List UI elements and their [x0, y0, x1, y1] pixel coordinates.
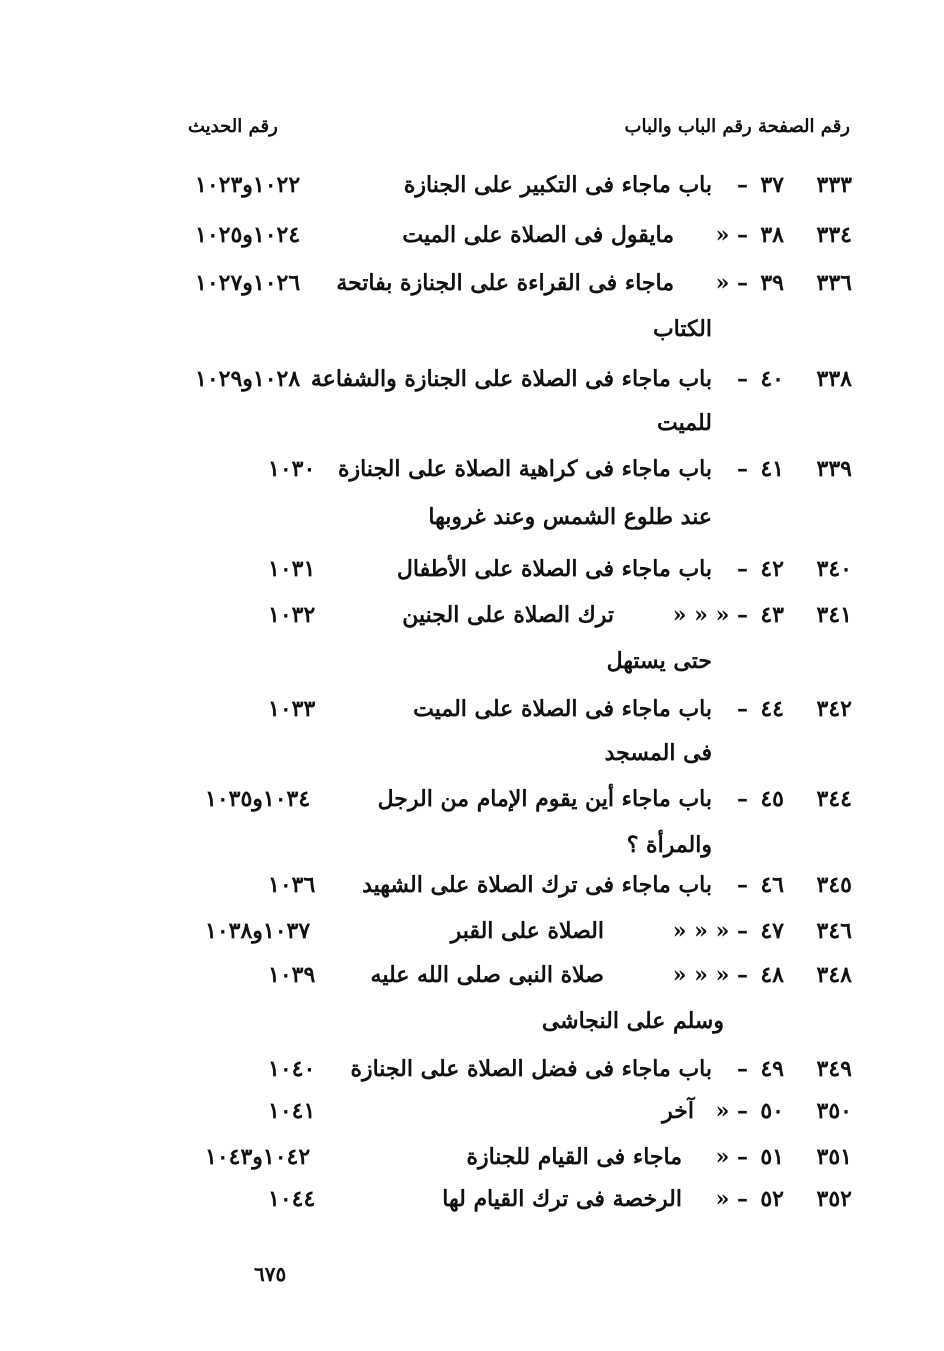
hadith-number: ١٠٤٢و١٠٤٣ — [205, 1144, 311, 1170]
chapter-dash: – « — [715, 1098, 748, 1124]
chapter-number: ٤٣ — [760, 602, 784, 628]
hadith-number: ١٠٤١ — [268, 1098, 316, 1124]
hadith-number: ١٠٤٠ — [268, 1056, 316, 1082]
page-number: ٣٣٦ — [816, 270, 852, 296]
chapter-dash: – — [737, 456, 748, 482]
chapter-title-continuation: الكتاب — [652, 316, 712, 342]
page-number: ٣٣٤ — [816, 222, 852, 248]
chapter-title: ماجاء فى القراءة على الجنازة بفاتحة — [336, 270, 674, 296]
chapter-title: مايقول فى الصلاة على الميت — [402, 222, 674, 248]
table-row — [0, 602, 944, 642]
table-row — [0, 1144, 944, 1184]
hadith-number: ١٠٢٨و١٠٢٩ — [195, 366, 301, 392]
page-number: ٣٥١ — [816, 1144, 852, 1170]
chapter-number: ٤٦ — [760, 872, 784, 898]
footer-page-number: ٦٧٥ — [254, 1262, 287, 1286]
chapter-dash: – « « « — [672, 962, 748, 988]
page-number: ٣٥٠ — [816, 1098, 852, 1124]
hadith-number: ١٠٣١ — [268, 556, 316, 582]
chapter-title: باب ماجاء فى التكبير على الجنازة — [403, 172, 712, 198]
chapter-title: آخر — [662, 1098, 694, 1124]
table-row — [0, 962, 944, 1002]
chapter-dash: – « — [715, 270, 748, 296]
chapter-title: الرخصة فى ترك القيام لها — [442, 1186, 682, 1212]
header-page-chapter: رقم الصفحة رقم الباب والباب — [624, 116, 850, 137]
chapter-number: ٥٢ — [760, 1186, 784, 1212]
hadith-number: ١٠٣٢ — [268, 602, 316, 628]
chapter-number: ٤٤ — [760, 696, 784, 722]
chapter-title: باب ماجاء فى الصلاة على الجنازة والشفاعة — [310, 366, 712, 392]
chapter-number: ٣٧ — [760, 172, 784, 198]
chapter-title: باب ماجاء فى ترك الصلاة على الشهيد — [362, 872, 712, 898]
chapter-dash: – — [737, 1056, 748, 1082]
chapter-dash: – — [737, 172, 748, 198]
chapter-number: ٤٨ — [760, 962, 784, 988]
table-row — [0, 1056, 944, 1096]
page-number: ٣٣٩ — [816, 456, 852, 482]
chapter-number: ٥١ — [760, 1144, 784, 1170]
chapter-dash: – « — [715, 1144, 748, 1170]
page-number: ٣٤٩ — [816, 1056, 852, 1082]
chapter-title-continuation: وسلم على النجاشى — [541, 1008, 724, 1034]
table-row — [0, 872, 944, 912]
chapter-title: باب ماجاء أين يقوم الإمام من الرجل — [377, 786, 712, 812]
page-number: ٣٤٤ — [816, 786, 852, 812]
table-row — [0, 1098, 944, 1138]
hadith-number: ١٠٤٤ — [268, 1186, 316, 1212]
hadith-number: ١٠٣٣ — [268, 696, 316, 722]
chapter-dash: – « « « — [672, 918, 748, 944]
header-hadith-number: رقم الحديث — [188, 116, 278, 137]
chapter-dash: – — [737, 556, 748, 582]
chapter-title: باب ماجاء فى فضل الصلاة على الجنازة — [350, 1056, 712, 1082]
chapter-title: باب ماجاء فى الصلاة على الميت — [413, 696, 712, 722]
page-number: ٣٥٢ — [816, 1186, 852, 1212]
table-row — [0, 456, 944, 496]
hadith-number: ١٠٣٦ — [268, 872, 316, 898]
chapter-dash: – — [737, 872, 748, 898]
page-number: ٣٤١ — [816, 602, 852, 628]
chapter-title-continuation: عند طلوع الشمس وعند غروبها — [428, 504, 712, 530]
table-row — [0, 786, 944, 826]
table-row — [0, 222, 944, 262]
page-number: ٣٤٠ — [816, 556, 852, 582]
chapter-title: باب ماجاء فى الصلاة على الأطفال — [396, 556, 712, 582]
hadith-number: ١٠٣٩ — [268, 962, 316, 988]
chapter-dash: – — [737, 366, 748, 392]
page-number: ٣٣٣ — [816, 172, 852, 198]
chapter-title: باب ماجاء فى كراهية الصلاة على الجنازة — [337, 456, 712, 482]
chapter-title-continuation: حتى يستهل — [606, 648, 712, 674]
chapter-number: ٣٩ — [760, 270, 784, 296]
chapter-number: ٤٢ — [760, 556, 784, 582]
chapter-title: ترك الصلاة على الجنين — [402, 602, 614, 628]
table-row — [0, 696, 944, 736]
chapter-number: ٤٥ — [760, 786, 784, 812]
chapter-number: ٤٧ — [760, 918, 784, 944]
table-row — [0, 366, 944, 406]
chapter-number: ٥٠ — [760, 1098, 784, 1124]
chapter-number: ٤٠ — [760, 366, 784, 392]
table-row — [0, 918, 944, 958]
table-row — [0, 556, 944, 596]
table-row — [0, 1186, 944, 1226]
chapter-title: ماجاء فى القيام للجنازة — [466, 1144, 682, 1170]
chapter-title-continuation: فى المسجد — [604, 740, 712, 766]
chapter-dash: – « — [715, 222, 748, 248]
chapter-dash: – « — [715, 1186, 748, 1212]
page-number: ٣٣٨ — [816, 366, 852, 392]
chapter-title: صلاة النبى صلى الله عليه — [370, 962, 604, 988]
chapter-number: ٤١ — [760, 456, 784, 482]
chapter-number: ٤٩ — [760, 1056, 784, 1082]
hadith-number: ١٠٢٢و١٠٢٣ — [195, 172, 301, 198]
chapter-dash: – « « « — [672, 602, 748, 628]
hadith-number: ١٠٣٤و١٠٣٥ — [205, 786, 311, 812]
chapter-dash: – — [737, 696, 748, 722]
chapter-number: ٣٨ — [760, 222, 784, 248]
chapter-title: الصلاة على القبر — [450, 918, 604, 944]
hadith-number: ١٠٢٦و١٠٢٧ — [195, 270, 301, 296]
hadith-number: ١٠٣٧و١٠٣٨ — [205, 918, 311, 944]
page-number: ٣٤٨ — [816, 962, 852, 988]
page-number: ٣٤٦ — [816, 918, 852, 944]
table-row — [0, 270, 944, 310]
chapter-title-continuation: والمرأة ؟ — [626, 832, 712, 858]
hadith-number: ١٠٣٠ — [268, 456, 316, 482]
page-number: ٣٤٢ — [816, 696, 852, 722]
hadith-number: ١٠٢٤و١٠٢٥ — [195, 222, 301, 248]
table-row — [0, 172, 944, 212]
chapter-title-continuation: للميت — [657, 410, 712, 436]
page-number: ٣٤٥ — [816, 872, 852, 898]
chapter-dash: – — [737, 786, 748, 812]
